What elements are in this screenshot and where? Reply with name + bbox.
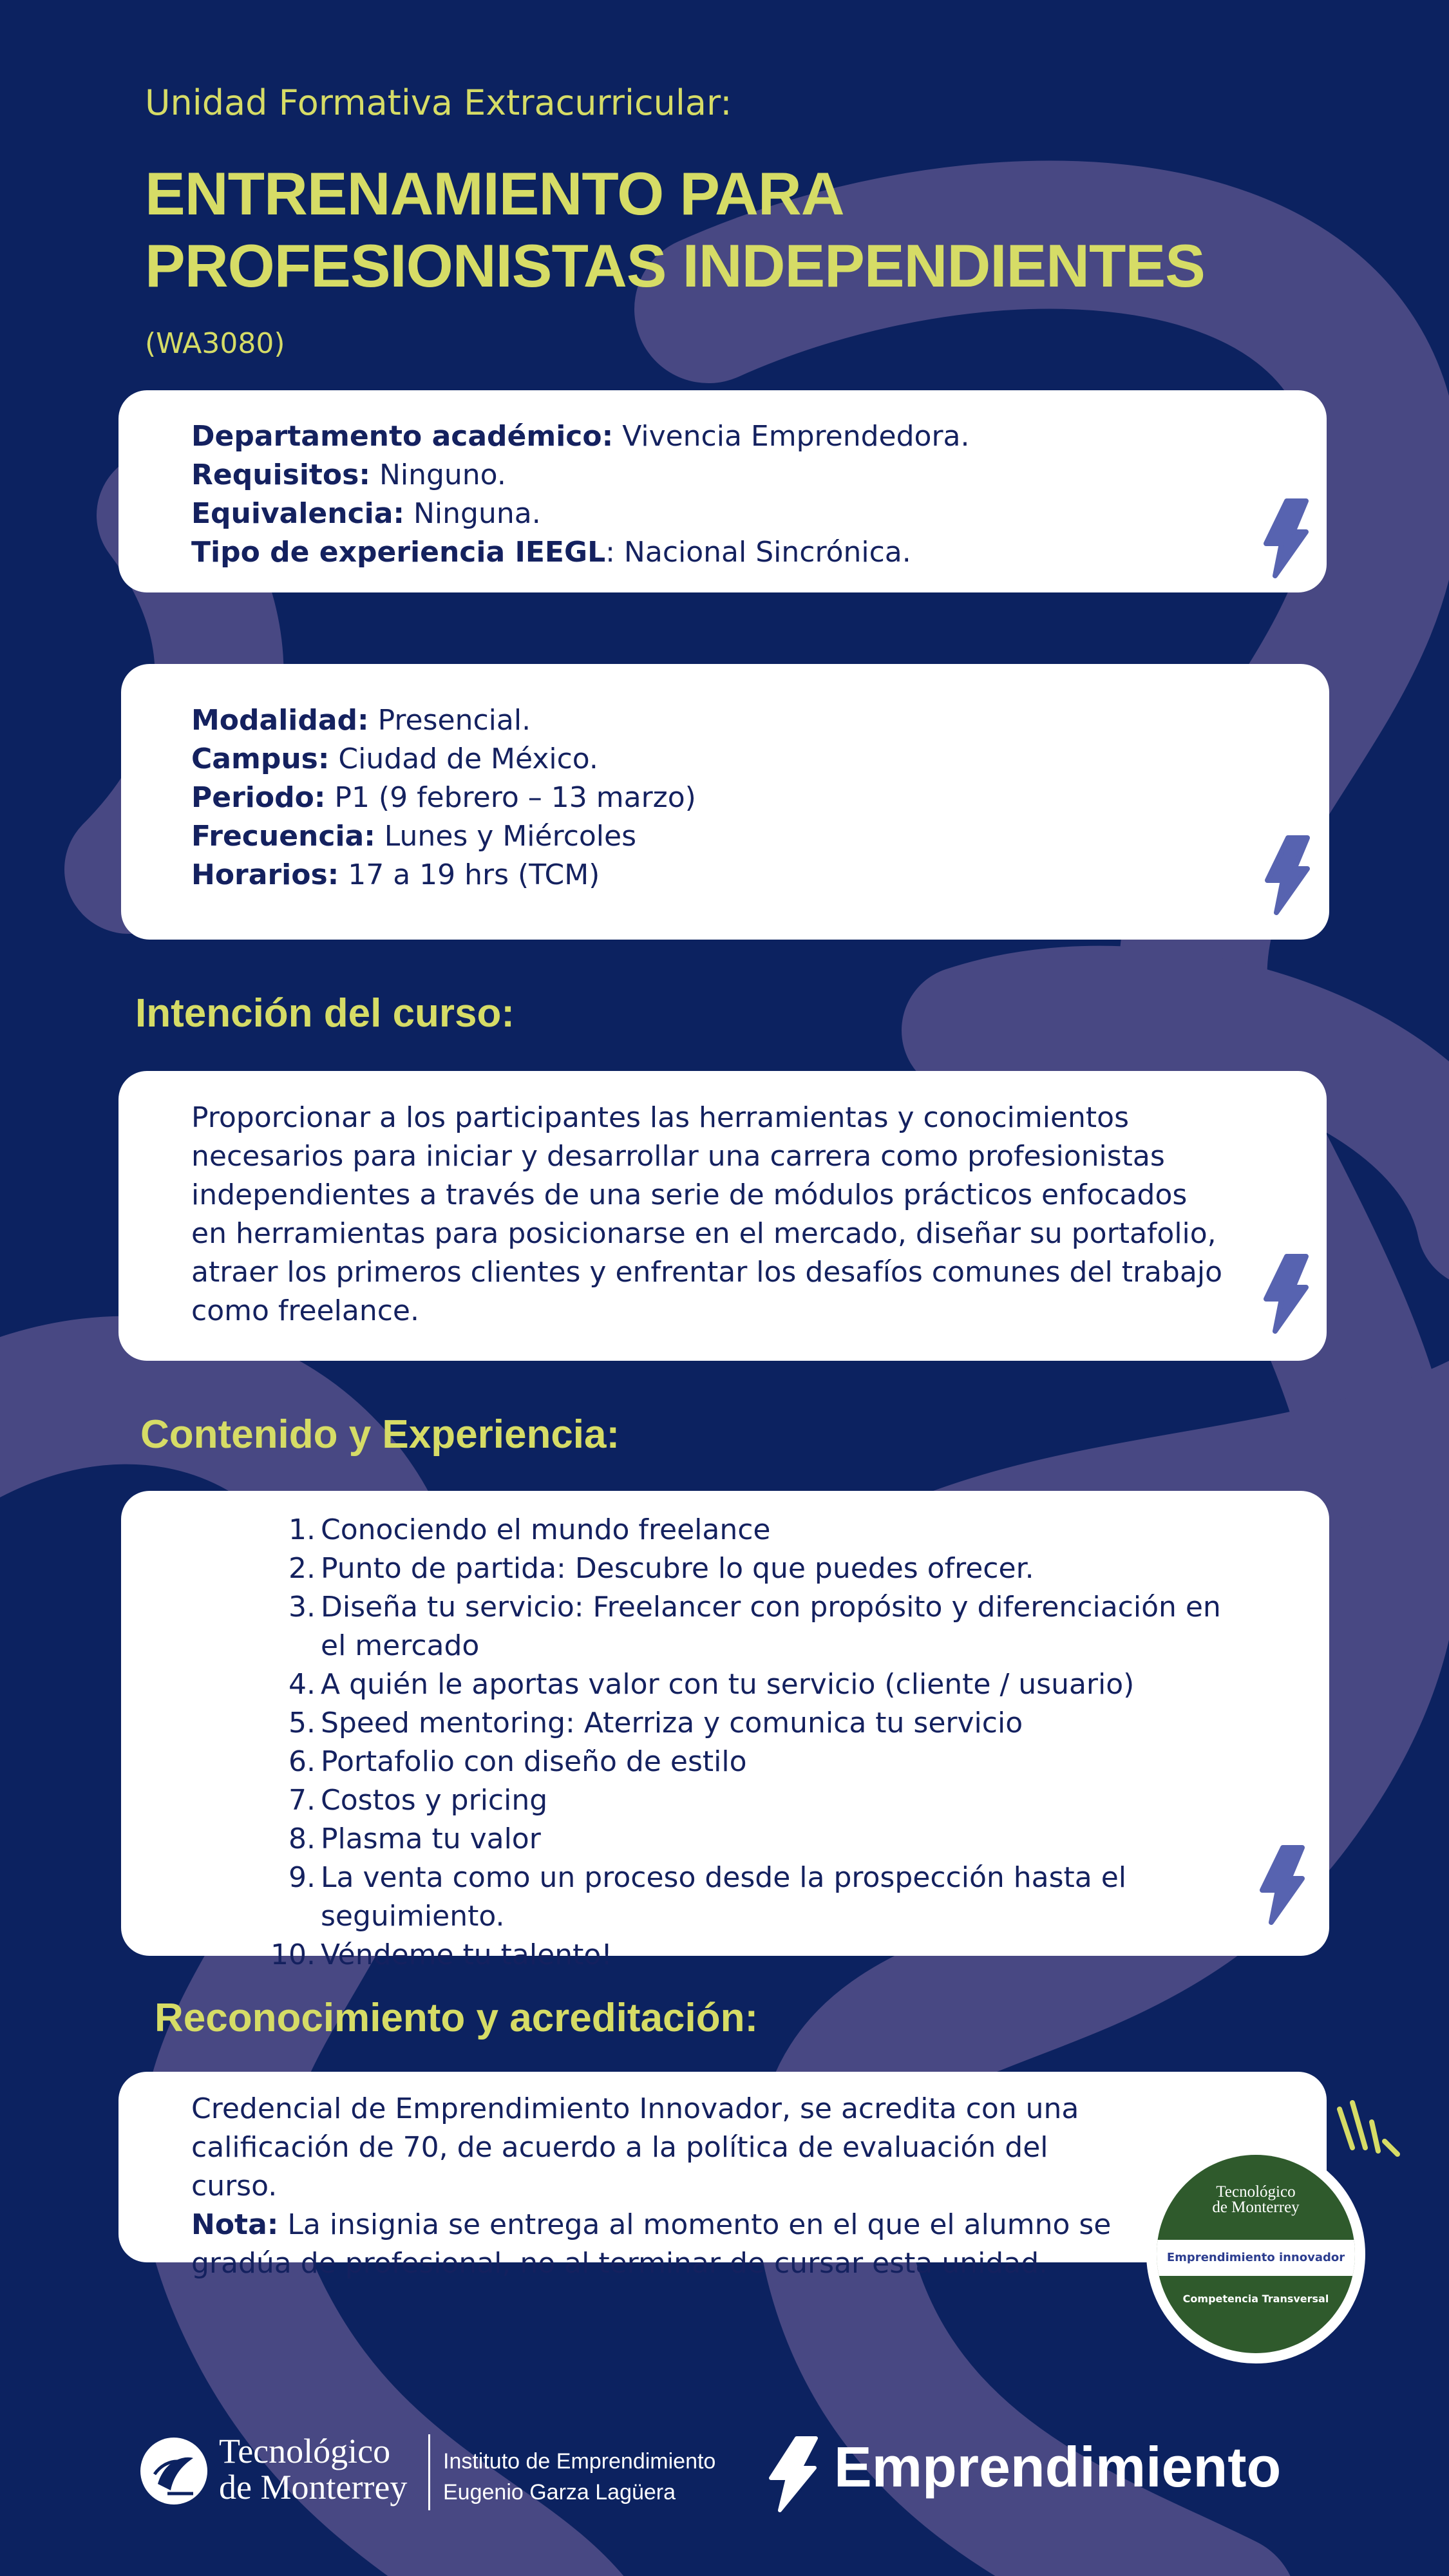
badge-subtitle: Competencia Transversal xyxy=(1182,2293,1329,2305)
recognition-card xyxy=(118,2072,1327,2280)
lightning-bolt-icon xyxy=(1261,498,1309,578)
title-line-1: ENTRENAMIENTO PARA xyxy=(145,160,844,227)
list-item: 10. Véndeme tu talento! xyxy=(270,1938,612,1971)
tec-monterrey-logo-icon xyxy=(138,2436,209,2506)
info-row: Frecuencia: Lunes y Miércoles xyxy=(191,820,637,853)
lightning-bolt-icon xyxy=(1261,1254,1309,1334)
schedule-card xyxy=(121,664,1329,940)
info-row: Campus: Ciudad de México. xyxy=(191,743,598,775)
page-title xyxy=(145,158,1401,302)
list-item: 7. Costos y pricing xyxy=(289,1784,548,1817)
sparkle-icon xyxy=(1327,2096,1404,2161)
info-row: Departamento académico: Vivencia Emprendedora. xyxy=(191,420,970,453)
list-item: 8. Plasma tu valor xyxy=(289,1823,541,1855)
list-item: 6. Portafolio con diseño de estilo xyxy=(289,1745,747,1778)
content-card xyxy=(121,1491,1329,1971)
section-heading-contenido: Contenido y Experiencia: xyxy=(140,1412,620,1457)
recognition-text: Credencial de Emprendimiento Innovador, se acredita con una calificación de 70, de acuerdo a la política de evaluación del curso. xyxy=(191,2092,1079,2202)
credential-badge xyxy=(1146,2145,1365,2363)
course-info-card xyxy=(118,390,1327,592)
list-item: 2. Punto de partida: Descubre lo que puedes ofrecer. xyxy=(289,1552,1034,1585)
info-row: Modalidad: Presencial. xyxy=(191,704,531,737)
content-list xyxy=(237,1511,1233,1975)
lightning-bolt-icon xyxy=(1257,1845,1305,1925)
tec-name: Tecnológico de Monterrey xyxy=(219,2432,408,2506)
lightning-bolt-icon xyxy=(1262,835,1310,915)
badge-title: Emprendimiento innovador xyxy=(1157,2240,1355,2276)
recognition-note: Nota: La insignia se entrega al momento en el que el alumno se gradúa de profesional, no al terminar de cursar esta unidad. xyxy=(191,2208,1112,2280)
badge-logo: Tecnológico de Monterrey xyxy=(1212,2183,1300,2216)
info-row: Horarios: 17 a 19 hrs (TCM) xyxy=(191,858,600,891)
title-line-2: PROFESIONISTAS INDEPENDIENTES xyxy=(145,232,1205,299)
footer-divider xyxy=(428,2434,430,2510)
list-item: 9. La venta como un proceso desde la prospección hasta el seguimiento. xyxy=(289,1861,1127,1933)
section-heading-reconocimiento: Reconocimiento y acreditación: xyxy=(155,1996,759,2040)
list-item: 4. A quién le aportas valor con tu servicio (cliente / usuario) xyxy=(289,1668,1135,1701)
intention-text: Proporcionar a los participantes las herramientas y conocimientos necesarios para iniciar y desarrollar una carrera como profesionistas independientes a través de una serie de módulos prácticos enfocados en herramientas para posicionarse en el mercado, diseñar su portafolio, atraer los primeros clientes y enfrentar los desafíos comunes del trabajo como freelance. xyxy=(191,1101,1223,1327)
info-row: Periodo: P1 (9 febrero – 13 marzo) xyxy=(191,781,696,814)
list-item: 1. Conociendo el mundo freelance xyxy=(289,1513,771,1546)
section-heading-intencion: Intención del curso: xyxy=(135,991,515,1036)
info-row: Tipo de experiencia IEEGL: Nacional Sincrónica. xyxy=(191,536,911,569)
list-item: 5. Speed mentoring: Aterriza y comunica tu servicio xyxy=(289,1707,1023,1739)
institute-name: Instituto de Emprendimiento Eugenio Garza Lagüera xyxy=(443,2449,716,2505)
lightning-bolt-icon xyxy=(763,2436,819,2513)
footer xyxy=(0,2421,1449,2524)
course-code: (WA3080) xyxy=(145,327,285,360)
info-row: Equivalencia: Ninguna. xyxy=(191,497,541,530)
unit-subtitle: Unidad Formativa Extracurricular: xyxy=(145,82,732,123)
emprendimiento-brand: Emprendimiento xyxy=(834,2435,1282,2499)
intention-card xyxy=(118,1071,1327,1361)
list-item: 3. Diseña tu servicio: Freelancer con propósito y diferenciación en el mercado xyxy=(289,1591,1221,1662)
info-row: Requisitos: Ninguno. xyxy=(191,459,506,491)
